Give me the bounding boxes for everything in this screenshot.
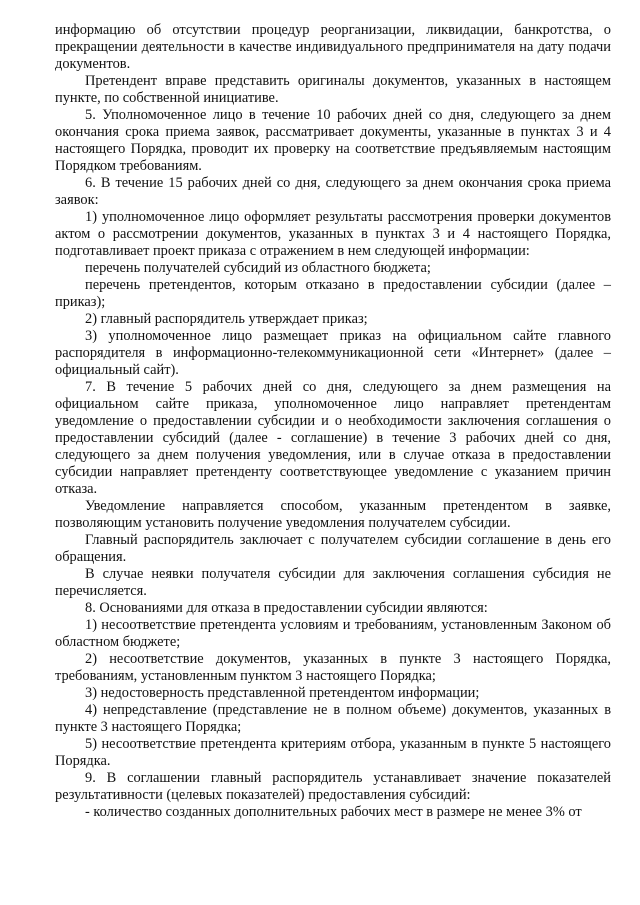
paragraph-notification-method: Уведомление направляется способом, указанным претендентом в заявке, позволяющим установить получение уведомления получателем субсидии. <box>55 498 611 531</box>
paragraph-item-7-notification: 7. В течение 5 рабочих дней со дня, следующего за днем размещения на официальном сайте приказа, уполномоченное лицо направляет претендентам уведомление о предоставлении субсидии и о необходимости заключения соглашения о предоставлении субсидий (далее - соглашение) в течение 3 рабочих дней со дня, следующего за днем получения уведомления, или в случае отказа в предоставлении субсидии направляет претенденту соответствующее уведомление с указанием причин отказа. <box>55 379 611 497</box>
paragraph-no-show: В случае неявки получателя субсидии для заключения соглашения субсидия не перечисляется. <box>55 566 611 599</box>
paragraph-item-8-2: 2) несоответствие документов, указанных в пункте 3 настоящего Порядка, требованиям, установленным пунктом 3 настоящего Порядка; <box>55 651 611 684</box>
paragraph-item-5-review: 5. Уполномоченное лицо в течение 10 рабочих дней со дня, следующего за днем окончания срока приема заявок, рассматривает документы, указанные в пунктах 3 и 4 настоящего Порядка, проводит их проверку на соответствие предъявляемым настоящим Порядком требованиям. <box>55 107 611 174</box>
paragraph-required-info-continuation: информацию об отсутствии процедур реорганизации, ликвидации, банкротства, о прекращении деятельности в качестве индивидуального предпринимателя на дату подачи документов. <box>55 22 611 72</box>
paragraph-jobs-indicator: - количество созданных дополнительных рабочих мест в размере не менее 3% от <box>85 804 582 820</box>
paragraph-item-6-intro: 6. В течение 15 рабочих дней со дня, следующего за днем окончания срока приема заявок: <box>55 175 611 208</box>
paragraph-item-6-2-approve: 2) главный распорядитель утверждает приказ; <box>85 311 368 327</box>
paragraph-item-9-indicators: 9. В соглашении главный распорядитель устанавливает значение показателей результативности (целевых показателей) предоставления субсидий: <box>55 770 611 803</box>
paragraph-recipients-list: перечень получателей субсидий из областного бюджета; <box>85 260 431 276</box>
document-page <box>55 22 611 821</box>
paragraph-item-6-1-act: 1) уполномоченное лицо оформляет результаты рассмотрения проверки документов актом о рассмотрении документов, указанных в пунктах 3 и 4 настоящего Порядка, подготавливает проект приказа с отражением в нем следующей информации: <box>55 209 611 259</box>
paragraph-item-8-5: 5) несоответствие претендента критериям отбора, указанным в пункте 5 настоящего Порядка. <box>55 736 611 769</box>
paragraph-item-8-3: 3) недостоверность представленной претендентом информации; <box>85 685 480 701</box>
paragraph-item-8-1: 1) несоответствие претендента условиям и требованиям, установленным Законом об областном бюджете; <box>55 617 611 650</box>
paragraph-item-8-4: 4) непредставление (представление не в полном объеме) документов, указанных в пункте 3 настоящего Порядка; <box>55 702 611 735</box>
paragraph-refused-list: перечень претендентов, которым отказано в предоставлении субсидии (далее – приказ); <box>55 277 611 310</box>
paragraph-item-6-3-publish: 3) уполномоченное лицо размещает приказ на официальном сайте главного распорядителя в информационно-телекоммуникационной сети «Интернет» (далее – официальный сайт). <box>55 328 611 378</box>
paragraph-agreement-day: Главный распорядитель заключает с получателем субсидии соглашение в день его обращения. <box>55 532 611 565</box>
paragraph-originals-optional: Претендент вправе представить оригиналы документов, указанных в настоящем пункте, по собственной инициативе. <box>55 73 611 106</box>
paragraph-item-8-refusal-grounds: 8. Основаниями для отказа в предоставлении субсидии являются: <box>85 600 488 616</box>
